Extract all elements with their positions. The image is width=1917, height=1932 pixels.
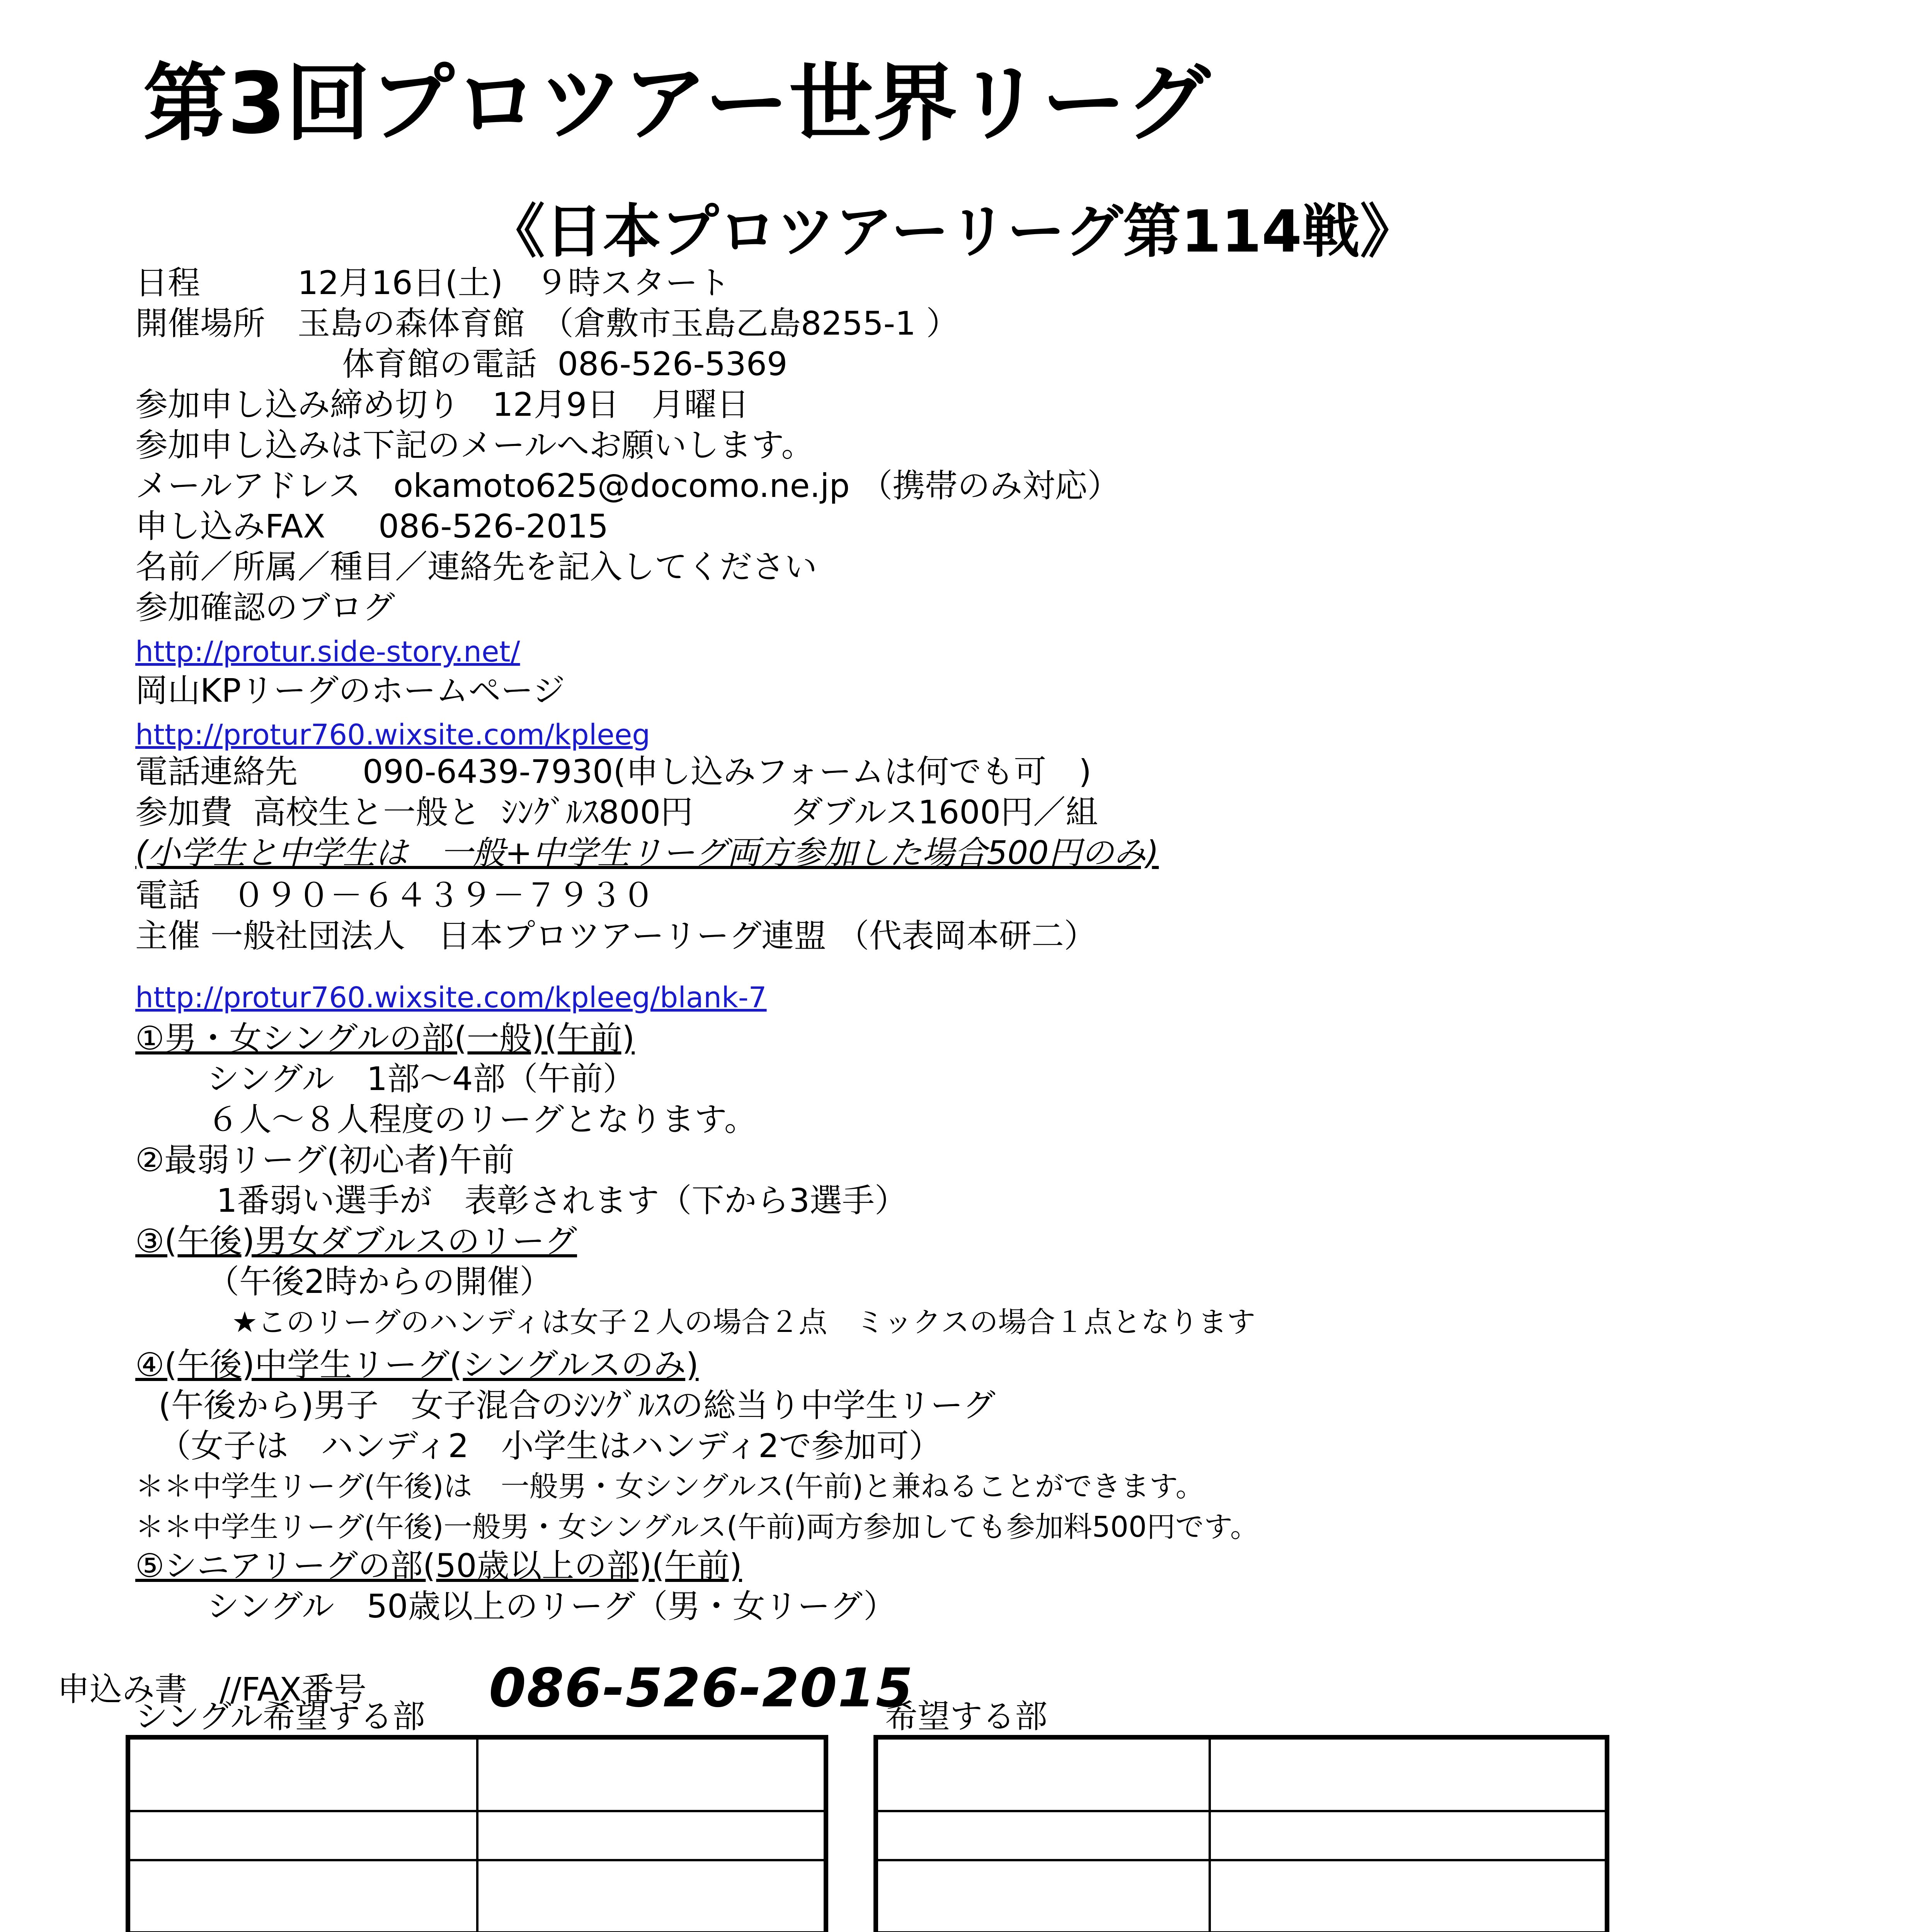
page-title: 第3回プロツアー世界リーグ — [143, 55, 1210, 153]
division-1-line2: ６人～８人程度のリーグとなります。 — [207, 1100, 757, 1138]
fax-number: 086-526-2015 — [489, 1657, 914, 1719]
venue-phone-line: 体育館の電話 086-526-5369 — [342, 345, 788, 383]
division-2-heading: ②最弱リーグ(初心者)午前 — [135, 1141, 514, 1179]
division-2-line1: 1番弱い選手が 表彰されます（下から3選手） — [216, 1182, 907, 1219]
division-3-heading: ③(午後)男女ダブルスのリーグ — [135, 1222, 577, 1260]
table-cell[interactable] — [876, 1811, 1210, 1860]
table-cell[interactable] — [876, 1737, 1210, 1811]
blog-label: 参加確認のブログ — [135, 588, 395, 626]
organizer-line: 主催 一般社団法人 日本プロツアーリーグ連盟 （代表岡本研二） — [135, 917, 1096, 955]
form-header-label: 申込み書 //FAX番号 — [57, 1670, 367, 1708]
apply-note-line: 参加申し込みは下記のメールへお願いします。 — [135, 426, 814, 464]
division-5-line1: シングル 50歳以上のリーグ（男・女リーグ） — [207, 1587, 896, 1625]
division-1-heading: ①男・女シングルの部(一般)(午前) — [135, 1019, 635, 1057]
venue-line: 開催場所 玉島の森体育館 （倉敷市玉島乙島8255-1 ） — [135, 304, 959, 342]
table-row — [876, 1811, 1607, 1860]
division-4-line2: （女子は ハンディ2 小学生はハンディ2で参加可） — [158, 1427, 941, 1465]
schedule-line: 日程 12月16日(土) ９時スタート — [135, 264, 730, 302]
table-row — [876, 1737, 1607, 1811]
singles-label: シングル希望する部 — [135, 1697, 425, 1735]
table-cell[interactable] — [1210, 1811, 1607, 1860]
table-cell[interactable] — [1210, 1737, 1607, 1811]
blog-link[interactable]: http://protur.side-story.net/ — [135, 635, 520, 668]
table-cell[interactable] — [128, 1737, 477, 1811]
fee-line: 参加費 高校生と一般と ｼﾝｸﾞﾙｽ800円 ダブルス1600円／組 — [135, 793, 1098, 831]
division-3-line2: ★このリーグのハンディは女子２人の場合２点 ミックスの場合１点となります — [232, 1306, 1256, 1339]
table-cell[interactable] — [128, 1811, 477, 1860]
table-cell[interactable] — [128, 1860, 477, 1932]
division-4-heading: ④(午後)中学生リーグ(シングルスのみ) — [135, 1346, 699, 1384]
wish-table — [873, 1735, 1609, 1932]
email-line: メールアドレス okamoto625@docomo.ne.jp （携帯のみ対応） — [135, 467, 1120, 505]
table-row — [128, 1860, 826, 1932]
fax-line: 申し込みFAX 086-526-2015 — [135, 507, 609, 545]
phone-line: 電話 ０９０－６４３９－７９３０ — [135, 876, 655, 914]
table-row — [876, 1860, 1607, 1932]
wish-label: 希望する部 — [885, 1697, 1048, 1735]
table-cell[interactable] — [477, 1737, 826, 1811]
deadline-line: 参加申し込み締め切り 12月9日 月曜日 — [135, 386, 749, 423]
division-5-heading: ⑤シニアリーグの部(50歳以上の部)(午前) — [135, 1547, 742, 1585]
fee-note-line: (小学生と中学生は 一般+中学生リーグ両方参加した場合500円のみ) — [135, 834, 1159, 872]
table-row — [128, 1737, 826, 1811]
table-cell[interactable] — [477, 1860, 826, 1932]
table-cell[interactable] — [1210, 1860, 1607, 1932]
organizer-link[interactable]: http://protur760.wixsite.com/kpleeg/blank-7 — [135, 981, 767, 1014]
table-row — [128, 1811, 826, 1860]
division-1-line1: シングル 1部～4部（午前） — [207, 1060, 635, 1098]
fields-line: 名前／所属／種目／連絡先を記入してください — [135, 548, 817, 586]
homepage-link[interactable]: http://protur760.wixsite.com/kpleeg — [135, 718, 650, 752]
division-3-line1: （午後2時からの開催） — [207, 1263, 552, 1301]
division-4-line1: (午後から)男子 女子混合のｼﾝｸﾞﾙｽの総当り中学生リーグ — [158, 1386, 996, 1424]
page-subtitle: 《日本プロツアーリーグ第114戦》 — [487, 198, 1418, 265]
phone-contact-line: 電話連絡先 090-6439-7930(申し込みフォームは何でも可 ) — [135, 753, 1091, 791]
note-2: ＊＊中学生リーグ(午後)一般男・女シングルス(午前)両方参加しても参加料500円です。 — [135, 1510, 1259, 1544]
note-1: ＊＊中学生リーグ(午後)は 一般男・女シングルス(午前)と兼ねることができます。 — [135, 1470, 1204, 1503]
table-cell[interactable] — [477, 1811, 826, 1860]
table-cell[interactable] — [876, 1860, 1210, 1932]
homepage-label: 岡山KPリーグのホームページ — [135, 672, 565, 709]
singles-table — [126, 1735, 828, 1932]
